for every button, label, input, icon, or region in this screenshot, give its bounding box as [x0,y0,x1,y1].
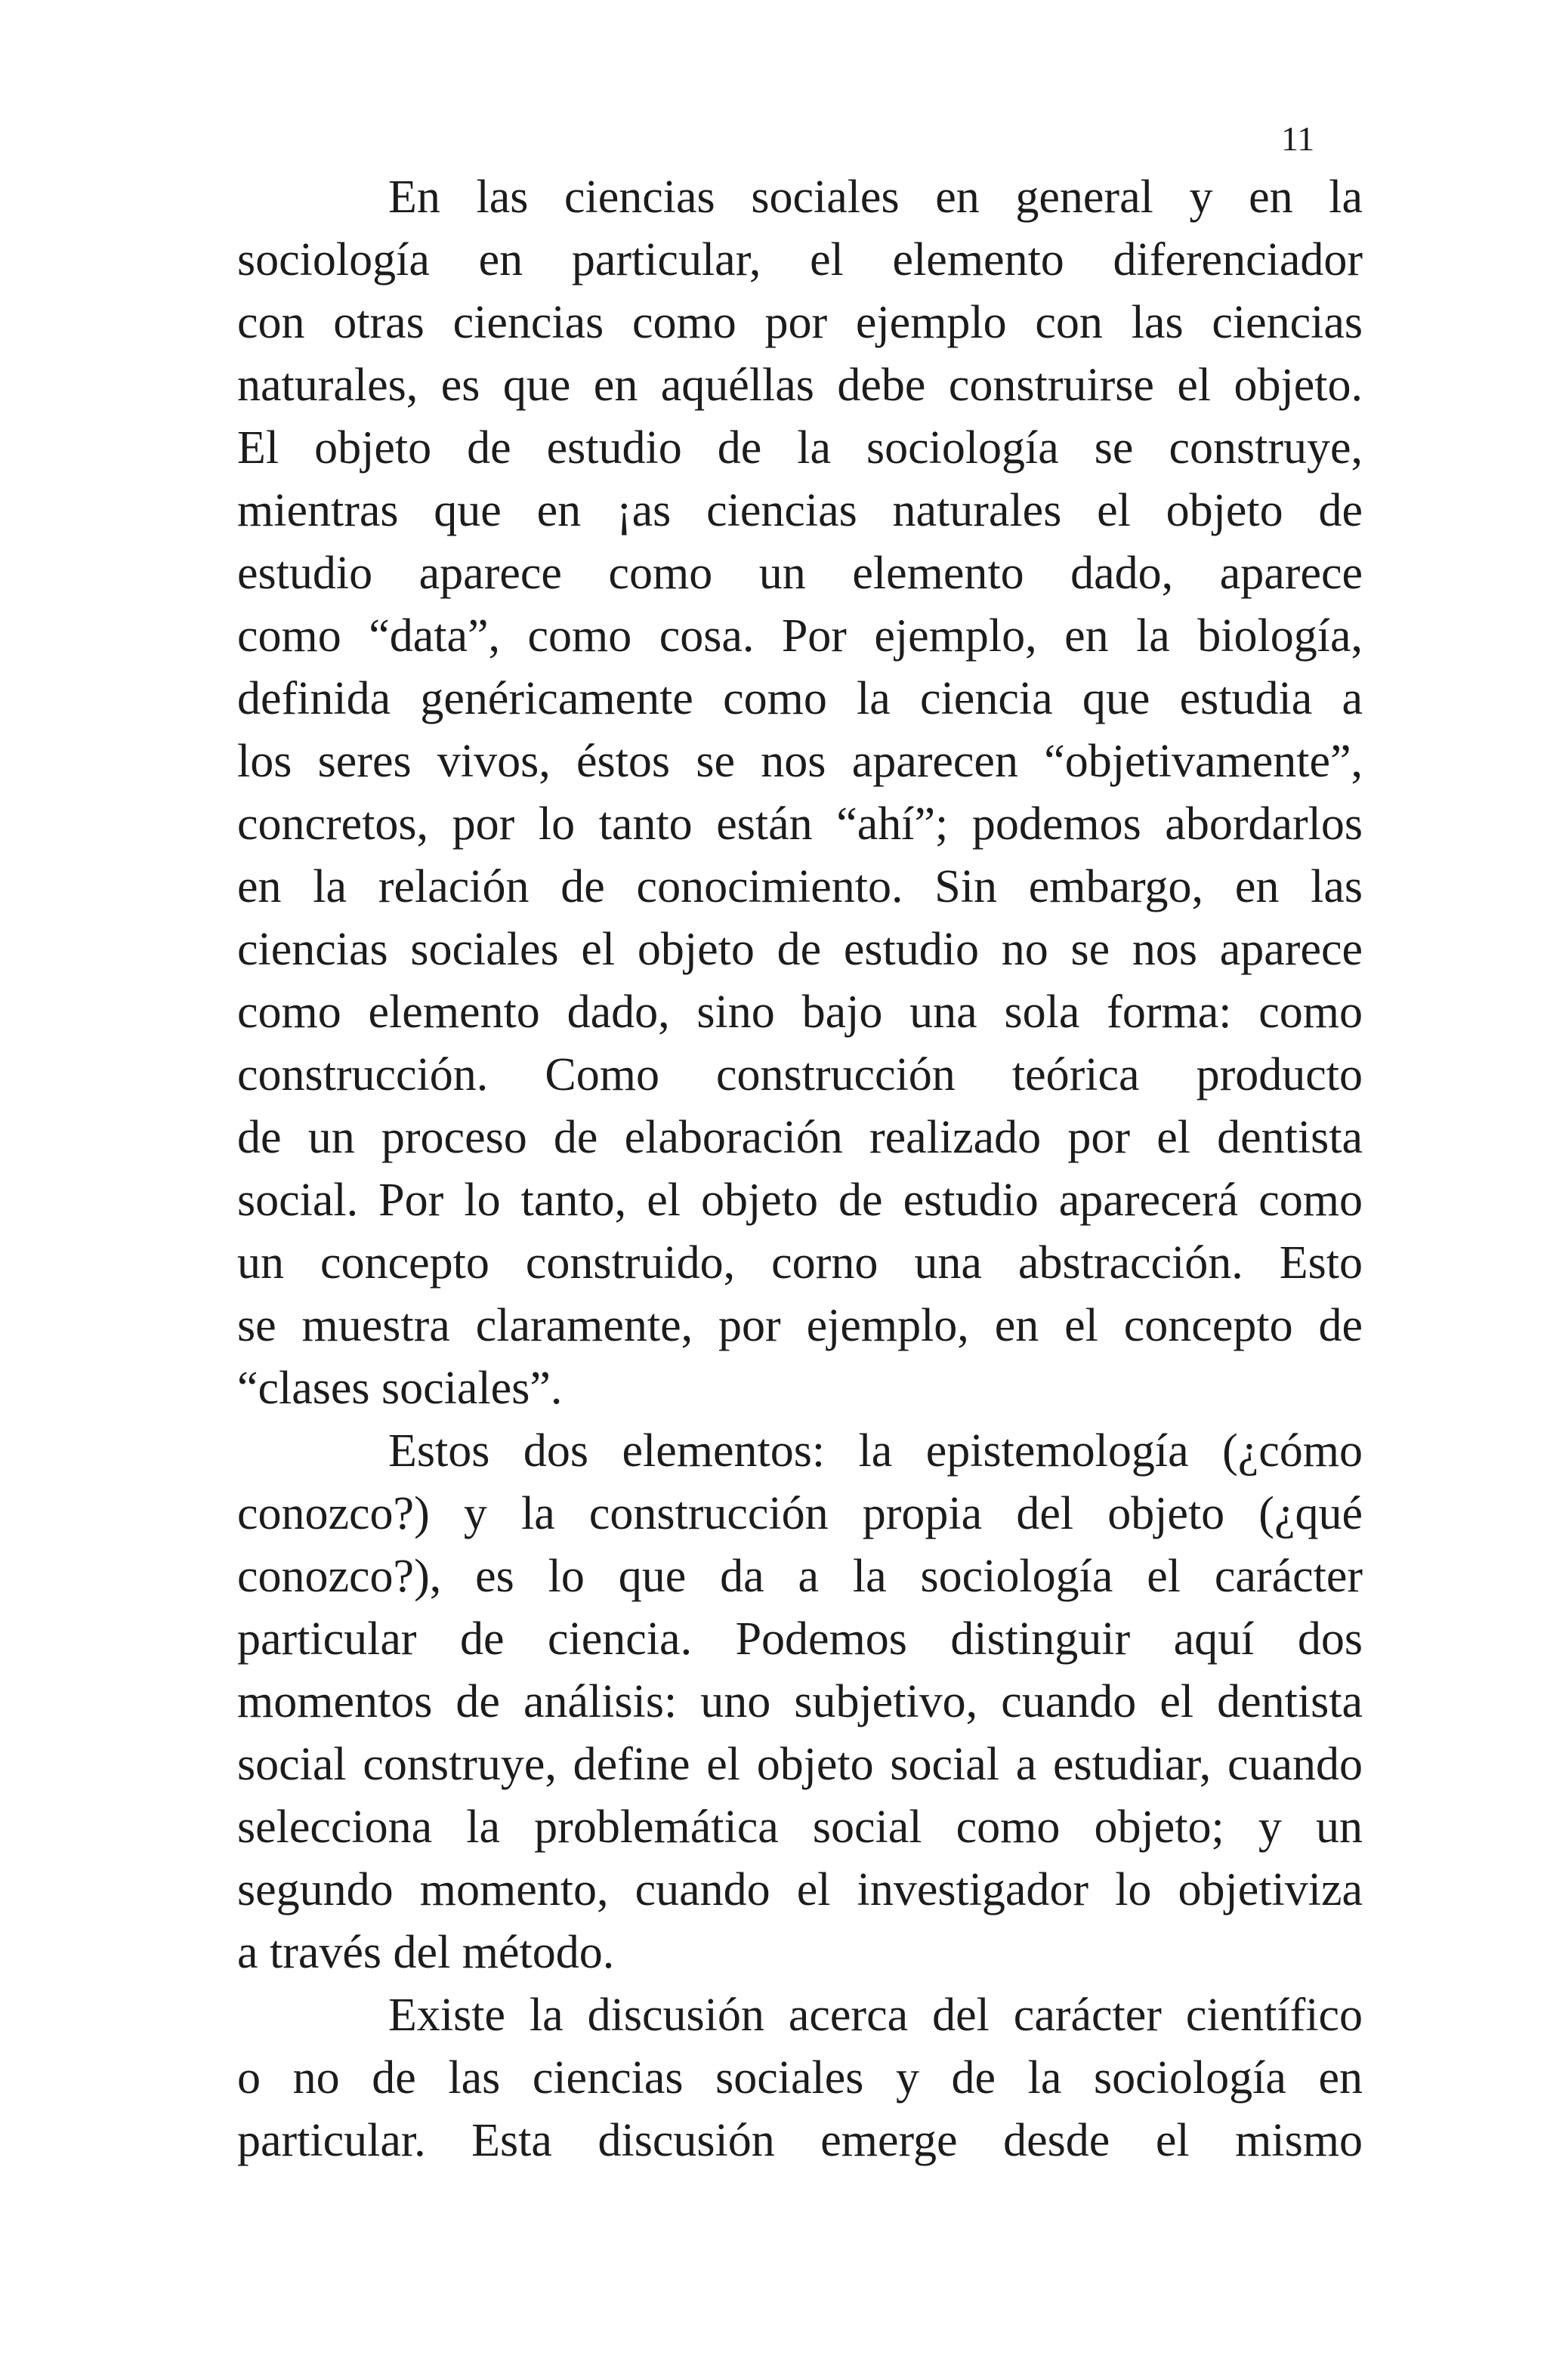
text-line: a través del método. [237,1927,615,1978]
text-line: como “data”, como cosa. Por ejemplo, en la biología, [237,610,1363,662]
paragraph [237,166,1363,1420]
text-line: ciencias sociales el objeto de estudio no se nos aparece [237,924,1363,975]
text-line: mientras que en ¡as ciencias naturales el objeto de [237,485,1363,536]
text-line: social construye, define el objeto social a estudiar, cuando [237,1739,1363,1790]
text-line: social. Por lo tanto, el objeto de estudio aparecerá como [237,1175,1363,1226]
text-line: o no de las ciencias sociales y de la sociología en [237,2052,1363,2104]
paragraph [237,1420,1363,1984]
text-line: los seres vivos, éstos se nos aparecen “objetivamente”, [237,736,1363,787]
text-line: Existe la discusión acerca del carácter científico [388,1990,1363,2041]
text-line: conozco?), es lo que da a la sociología el carácter [237,1551,1363,1602]
text-line: Estos dos elementos: la epistemología (¿cómo [388,1425,1363,1477]
text-line: un concepto construido, corno una abstracción. Esto [237,1237,1363,1289]
text-line: con otras ciencias como por ejemplo con las ciencias [237,297,1363,348]
body-text [237,166,1363,2172]
text-line: construcción. Como construcción teórica producto [237,1049,1363,1100]
text-line: naturales, es que en aquéllas debe construirse el objeto. [237,360,1363,411]
text-line: particular de ciencia. Podemos distinguir aquí dos [237,1613,1363,1665]
text-line: de un proceso de elaboración realizado por el dentista [237,1112,1363,1163]
text-line: definida genéricamente como la ciencia que estudia a [237,673,1363,724]
page-number: 11 [1281,119,1315,158]
text-line: conozco?) y la construcción propia del objeto (¿qué [237,1488,1363,1539]
text-line: particular. Esta discusión emerge desde el mismo [237,2115,1363,2166]
text-line: selecciona la problemática social como objeto; y un [237,1801,1363,1853]
text-line: como elemento dado, sino bajo una sola forma: como [237,986,1363,1038]
text-line: se muestra claramente, por ejemplo, en el concepto de [237,1300,1363,1351]
text-line: “clases sociales”. [237,1363,563,1414]
text-line: en la relación de conocimiento. Sin embargo, en las [237,861,1363,912]
text-line: estudio aparece como un elemento dado, aparece [237,548,1363,599]
text-line: El objeto de estudio de la sociología se construye, [237,422,1363,474]
paragraph [237,1984,1363,2172]
text-line: concretos, por lo tanto están “ahí”; podemos abordarlos [237,798,1363,850]
text-line: segundo momento, cuando el investigador lo objetiviza [237,1864,1363,1915]
text-line: En las ciencias sociales en general y en la [388,171,1363,223]
text-line: momentos de análisis: uno subjetivo, cuando el dentista [237,1676,1363,1727]
text-line: sociología en particular, el elemento diferenciador [237,234,1363,286]
